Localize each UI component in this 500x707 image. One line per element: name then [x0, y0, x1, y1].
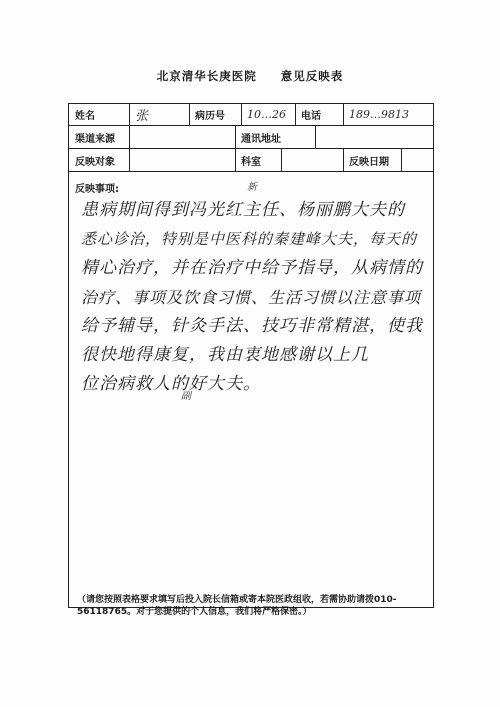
- feedback-line: 悉心诊治，特别是中医科的秦建峰大夫，每天的: [81, 230, 418, 248]
- dept-value-cell: [281, 149, 343, 171]
- dept-label: 科室: [241, 156, 261, 168]
- row-target: [69, 149, 433, 172]
- target-label: 反映对象: [75, 156, 115, 168]
- channel-value-cell: [129, 126, 235, 148]
- name-label-cell: [69, 104, 129, 125]
- insert-mark-vice: 副: [181, 391, 191, 402]
- record-value: 10…26: [247, 108, 286, 121]
- name-label: 姓名: [75, 111, 95, 122]
- address-label: 通讯地址: [241, 133, 281, 145]
- record-value-cell: [241, 104, 295, 125]
- row-contact: [69, 126, 433, 149]
- insert-mark-new: 新: [247, 182, 257, 193]
- channel-label-cell: [69, 126, 129, 148]
- row-identity: [69, 104, 433, 126]
- record-label-cell: [189, 104, 241, 125]
- form-title: [0, 68, 500, 84]
- hospital-name: 北京清华长庚医院: [156, 69, 257, 83]
- name-value: 张: [135, 109, 149, 124]
- footer-note: （请您按照表格要求填写后投入院长信箱或寄本院医政组收，若需协助请拨010-56118765。对于您提供的个人信息，我们将严格保密。）: [77, 595, 397, 617]
- target-value-cell: [129, 149, 235, 171]
- phone-value: 189…9813: [349, 108, 409, 121]
- phone-label-cell: [295, 104, 343, 125]
- feedback-line: 精心治疗，并在治疗中给予指导，从病情的: [81, 258, 423, 278]
- address-label-cell: [235, 126, 315, 148]
- handwritten-feedback: [81, 196, 427, 399]
- date-label: 反映日期: [349, 156, 389, 168]
- feedback-line: 很快地得康复，我由衷地感谢以上几: [81, 345, 369, 365]
- feedback-form-table: [68, 103, 434, 617]
- feedback-label: 反映事项:: [75, 184, 119, 195]
- date-value-cell: [401, 149, 435, 171]
- feedback-line: 位治病救人的好大夫。: [81, 374, 261, 394]
- dept-label-cell: [235, 149, 281, 171]
- name-value-cell: [129, 104, 189, 125]
- phone-label: 电话: [301, 111, 321, 122]
- feedback-line: 治疗、事项及饮食习惯、生活习惯以注意事项: [81, 288, 422, 307]
- phone-value-cell: [343, 104, 435, 125]
- date-label-cell: [343, 149, 401, 171]
- channel-label: 渠道来源: [75, 133, 115, 145]
- address-value-cell: [315, 126, 435, 148]
- feedback-line: 患病期间得到冯光红主任、杨丽鹏大夫的: [81, 200, 405, 220]
- target-label-cell: [69, 149, 129, 171]
- record-label: 病历号: [195, 111, 225, 122]
- feedback-line: 给予辅导，针灸手法、技巧非常精湛，使我: [81, 316, 423, 336]
- form-name: 意见反映表: [280, 69, 344, 83]
